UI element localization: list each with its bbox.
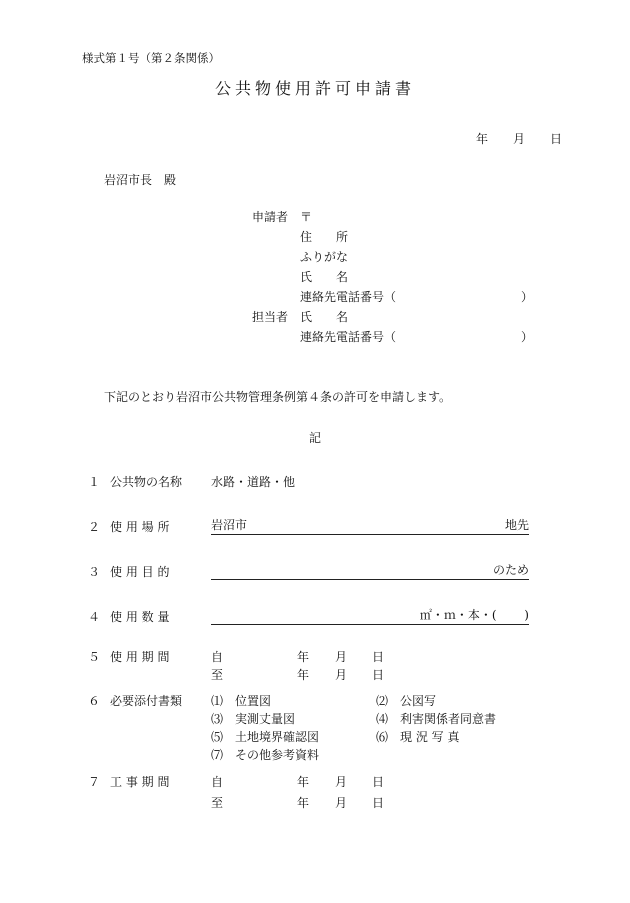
usage-quantity-field[interactable] — [211, 606, 529, 625]
doc-survey-map: ⑶ 実測丈量図 — [211, 712, 296, 726]
addressee: 岩沼市長 殿 — [104, 173, 177, 187]
work-period-from-month: 月 — [335, 775, 348, 789]
doc-other: ⑺ その他参考資料 — [211, 748, 320, 762]
work-period-from-year: 年 — [297, 775, 310, 789]
work-period-to-day: 日 — [372, 796, 385, 810]
applicant-name-label: 氏 名 — [300, 270, 349, 284]
usage-period-to-day: 日 — [372, 668, 385, 682]
doc-location-map: ⑴ 位置図 — [211, 694, 272, 708]
work-period-to-month: 月 — [335, 796, 348, 810]
date-day: 日 — [550, 132, 563, 146]
item-4-label: 使 用 数 量 — [110, 610, 170, 624]
usage-purpose-field[interactable] — [211, 561, 529, 580]
item-7-number: ７ — [88, 775, 101, 789]
doc-photos: ⑹ 現 況 写 真 — [376, 730, 460, 744]
work-period-from-day: 日 — [372, 775, 385, 789]
item-1-value: 水路・道路・他 — [211, 475, 296, 489]
date-year: 年 — [476, 132, 489, 146]
item-5-label: 使 用 期 間 — [110, 650, 170, 664]
intro-text: 下記のとおり岩沼市公共物管理条例第４条の許可を申請します。 — [104, 390, 452, 404]
postal-mark: 〒 — [300, 210, 313, 224]
usage-location-prefix: 岩沼市 — [211, 518, 248, 532]
applicant-phone-label: 連絡先電話番号（ — [300, 290, 397, 304]
usage-period-from-year: 年 — [297, 650, 310, 664]
item-2-label: 使 用 場 所 — [110, 520, 170, 534]
usage-period-from: 自 — [211, 650, 224, 664]
ki-heading: 記 — [308, 431, 321, 445]
date-month: 月 — [513, 132, 526, 146]
form-number: 様式第１号（第２条関係） — [82, 51, 220, 65]
doc-cadastral-map: ⑵ 公図写 — [376, 694, 437, 708]
item-5-number: ５ — [88, 650, 101, 664]
usage-period-to-month: 月 — [335, 668, 348, 682]
item-3-number: ３ — [88, 565, 101, 579]
doc-consent-form: ⑷ 利害関係者同意書 — [376, 712, 497, 726]
item-7-label: 工 事 期 間 — [110, 775, 170, 789]
contact-label: 担当者 — [252, 310, 289, 324]
item-2-number: ２ — [88, 520, 101, 534]
item-3-label: 使 用 目 的 — [110, 565, 170, 579]
contact-phone-label: 連絡先電話番号（ — [300, 330, 397, 344]
contact-phone-close: ） — [521, 330, 534, 344]
usage-quantity-units: ㎡・ｍ・本・( ) — [419, 608, 529, 622]
item-6-number: ６ — [88, 694, 101, 708]
applicant-phone-close: ） — [521, 290, 534, 304]
work-period-from: 自 — [211, 775, 224, 789]
applicant-address-label: 住 所 — [300, 230, 349, 244]
item-1-number: １ — [88, 475, 101, 489]
usage-period-from-month: 月 — [335, 650, 348, 664]
item-4-number: ４ — [88, 610, 101, 624]
item-1-label: 公共物の名称 — [110, 475, 183, 489]
doc-boundary-map: ⑸ 土地境界確認図 — [211, 730, 320, 744]
work-period-to: 至 — [211, 796, 224, 810]
applicant-label: 申請者 — [252, 210, 289, 224]
usage-period-from-day: 日 — [372, 650, 385, 664]
applicant-furigana-label: ふりがな — [300, 250, 349, 264]
contact-name-label: 氏 名 — [300, 310, 349, 324]
usage-location-field[interactable] — [211, 516, 529, 535]
page-title: 公共物使用許可申請書 — [214, 79, 415, 98]
work-period-to-year: 年 — [297, 796, 310, 810]
usage-purpose-suffix: のため — [492, 563, 529, 577]
item-6-label: 必要添付書類 — [110, 694, 183, 708]
usage-location-suffix: 地先 — [504, 518, 529, 532]
usage-period-to-year: 年 — [297, 668, 310, 682]
usage-period-to: 至 — [211, 668, 224, 682]
